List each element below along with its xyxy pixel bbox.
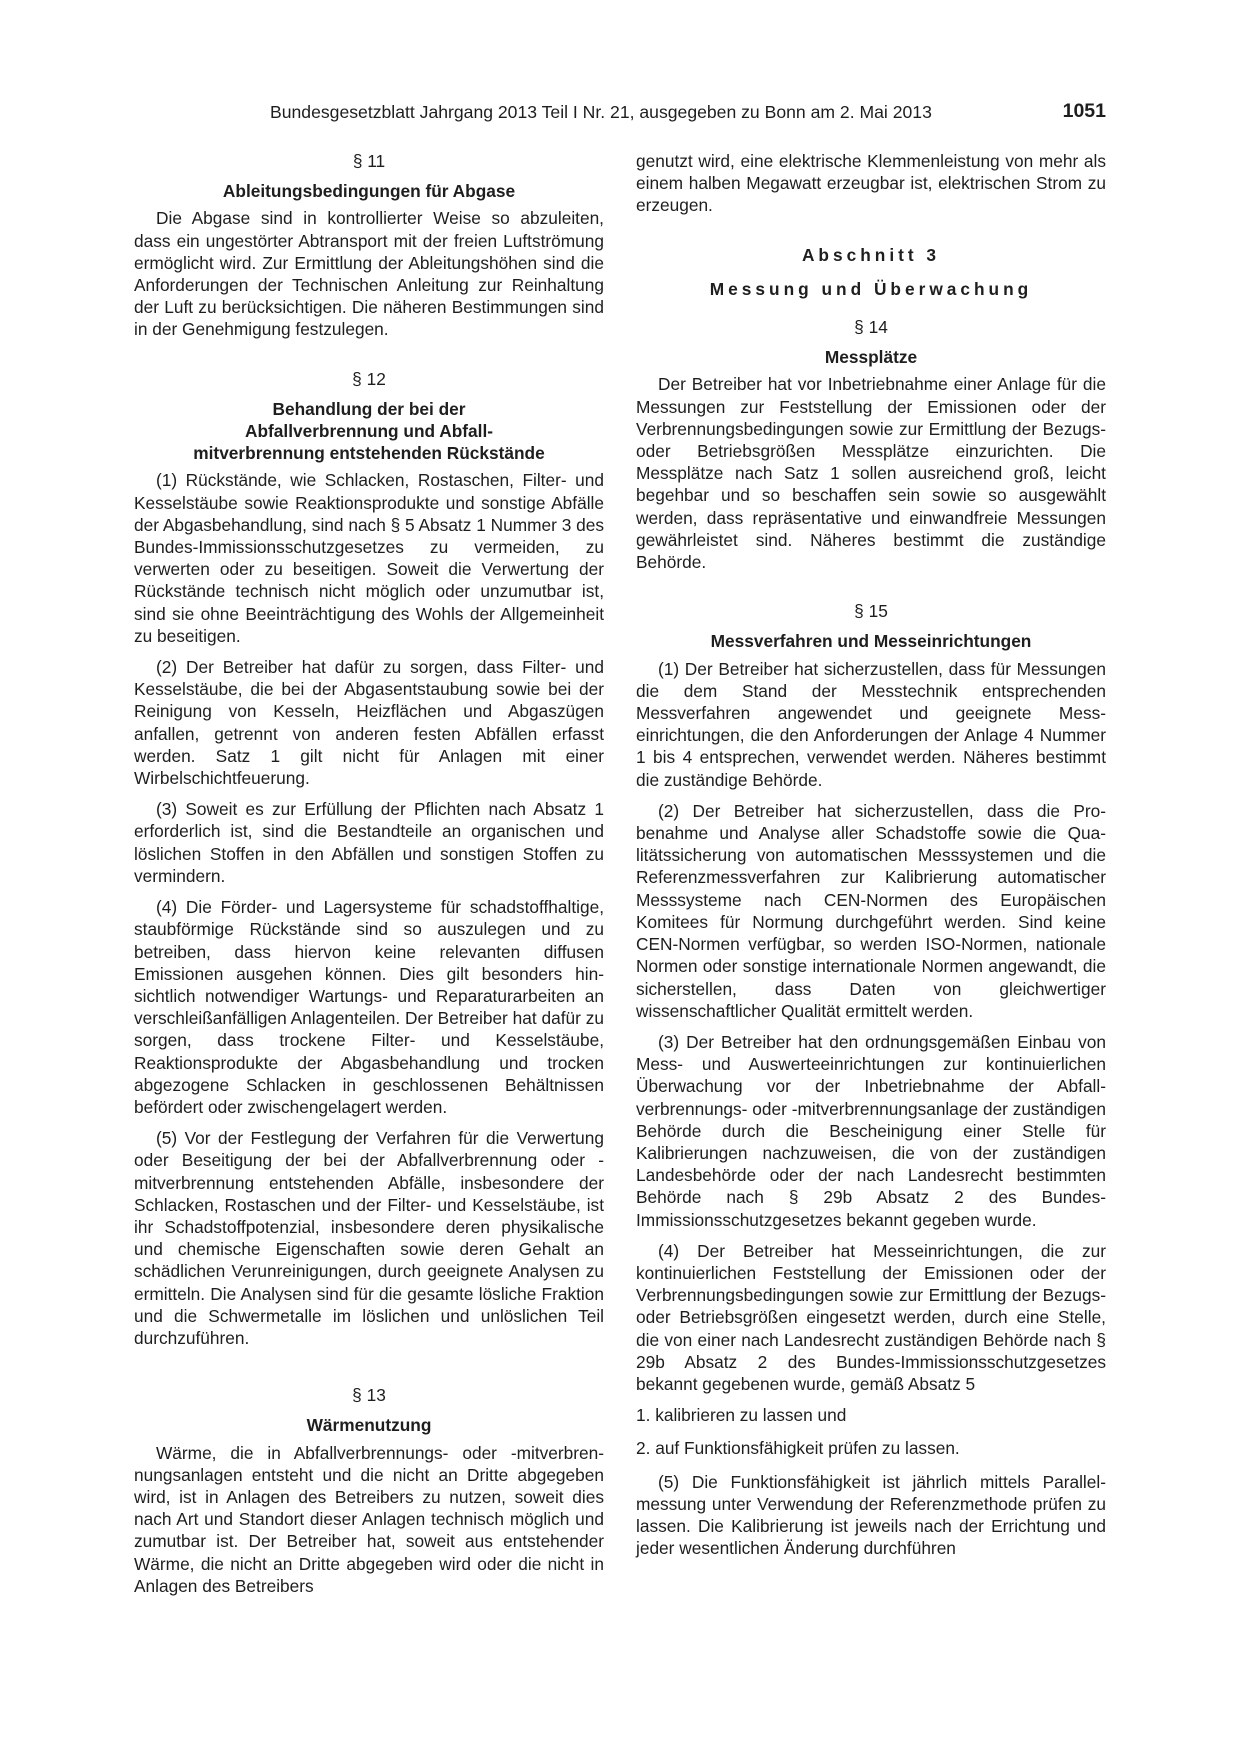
section-12-paragraph-1: (1) Rückstände, wie Schlacken, Rostaschen, Filter- und Kesselstäube sowie Reaktionsprodukte und sonstige Abfälle der Abgasbehandlung, sind nach § 5 Absatz 1 Nummer 3 des Bundes-Immissionsschutzgesetzes zu vermeiden, zu verwerten oder zu beseitigen. Soweit die Verwertung der Rückstände technisch nicht möglich oder unzumutbar ist, sind sie ohne Beeinträchtigung des Wohls der Allgemeinheit zu beseitigen. bbox=[134, 470, 604, 646]
chapter-label: Abschnitt 3 bbox=[801, 244, 941, 265]
section-12-number: § 12 bbox=[352, 368, 386, 389]
section-13-title: Wärmenutzung bbox=[306, 1415, 432, 1436]
section-12-title-line2: Abfallverbrennung und Abfall- bbox=[244, 421, 493, 442]
section-13-number: § 13 bbox=[352, 1385, 386, 1406]
section-12-title-line1: Behandlung der bei der bbox=[272, 398, 466, 419]
section-12-paragraph-5: (5) Vor der Festlegung der Verfahren für die Verwertung oder Beseitigung der bei der Abfallverbrennung oder -mitverbrennung entstehenden Abfälle, insbesondere der Schlacken, Rostaschen und der Filter- und Kesselstäube, ist ihr Schadstoffpotenzial, insbesondere deren physikalische und chemische Eigenschaften sowie deren Gehalt an schädlichen Verunreinigungen, durch geeignete Analysen zu ermitteln. Die Analysen sind für die gesamte lösliche Fraktion und die Schwermetalle im löslichen und unlöslichen Teil durchzuführen. bbox=[134, 1128, 604, 1348]
section-12-title-line3: mitverbrennung entstehenden Rückstände bbox=[193, 443, 545, 464]
section-11-title: Ableitungsbedingungen für Abgase bbox=[222, 181, 516, 202]
section-15-paragraph-1: (1) Der Betreiber hat sicherzustellen, dass für Messungen die dem Stand der Messtechnik entsprechenden Messverfahren angewendet und geeignete Messeinrichtungen, die den Anforderungen der Anlage 4 Nummer 1 bis 4 entsprechen, verwendet werden. Näheres bestimmt die zuständige Behörde. bbox=[636, 658, 1106, 790]
section-13-paragraph: Wärme, die in Abfallverbrennungs- oder -mitverbrennungsanlagen entsteht und die nicht an Dritte abgegeben wird, ist in Anlagen des Betreibers zu nutzen, soweit dies nach Art und Standort dieser Anlagen technisch möglich und zumutbar ist. Der Betreiber hat, soweit aus entstehender Wärme, die nicht an Dritte abgegeben wird oder die nicht in Anlagen des Betreibers bbox=[134, 1442, 604, 1596]
section-15-paragraph-4: (4) Der Betreiber hat Messeinrichtungen, die zur kontinuierlichen Feststellung der Emissionen oder der Verbrennungsbedingungen sowie zur Ermittlung der Bezugs- oder Betriebsgrößen eingesetzt werden, durch eine Stelle, die von einer nach Landesrecht zuständigen Behörde nach § 29b Absatz 2 des Bundes-Immissionsschutzgesetzes bekannt gegebenen wurde, gemäß Absatz 5 bbox=[636, 1240, 1106, 1394]
right-column bbox=[636, 150, 1106, 1568]
running-header bbox=[135, 98, 1106, 128]
section-15-paragraph-3: (3) Der Betreiber hat den ordnungsgemäßen Einbau von Mess- und Auswerteeinrichtungen zur kontinuierlichen Überwachung vor der Inbetriebnahme der Abfallverbrennungs- oder -mitverbrennungsanlage der zuständigen Behörde durch die Bescheinigung einer Stelle für Kalibrierungen nachzuweisen, die von der zuständigen Landesbehörde oder der nach Landesrecht bestimmten Behörde nach § 29b Absatz 2 des Bundes-Immissionsschutzgesetzes bekannt gegeben wurde. bbox=[636, 1031, 1106, 1230]
section-11-paragraph: Die Abgase sind in kontrollierter Weise so abzuleiten, dass ein ungestörter Abtransport mit der freien Luftströmung ermöglicht wird. Zur Ermittlung der Ableitungshöhen sind die Anforderungen der Technischen Anleitung zur Reinhaltung der Luft zu berücksichtigen. Die näheren Bestimmungen sind in der Genehmigung festzulegen. bbox=[134, 208, 604, 340]
section-15-title: Messverfahren und Messeinrichtungen bbox=[710, 631, 1032, 652]
section-15-paragraph-5: (5) Die Funktionsfähigkeit ist jährlich mittels Parallelmessung unter Verwendung der Referenzmethode prüfen zu lassen. Die Kalibrierung ist jeweils nach der Errichtung und jeder wesentlichen Änderung durchführen bbox=[636, 1471, 1106, 1559]
section-14-number: § 14 bbox=[854, 317, 888, 338]
list-item-1: 1. kalibrieren zu lassen und bbox=[636, 1405, 847, 1426]
section-14-paragraph: Der Betreiber hat vor Inbetriebnahme einer Anlage für die Messungen zur Feststellung der Emissionen oder der Verbrennungsbedingungen sowie zur Ermittlung der Bezugs- oder Betriebsgrößen Messplätze einzurichten. Die Messplätze nach Satz 1 sollen ausreichend groß, leicht begehbar und so beschaffen sein sowie so ausgewählt werden, dass repräsentative und einwandfreie Messungen gewährleistet sind. Näheres bestimmt die zuständige Behörde. bbox=[636, 374, 1106, 573]
chapter-title: Messung und Überwachung bbox=[709, 278, 1033, 299]
continued-paragraph: genutzt wird, eine elektrische Klemmenleistung von mehr als einem halben Megawatt erzeugbar ist, elektrischen Strom zu erzeugen. bbox=[636, 151, 1106, 216]
section-11-number: § 11 bbox=[352, 151, 386, 171]
list-item-2: 2. auf Funktionsfähigkeit prüfen zu lassen. bbox=[636, 1438, 960, 1459]
section-12-paragraph-3: (3) Soweit es zur Erfüllung der Pflichten nach Absatz 1 erforderlich ist, sind die Bestandteile an organischen und löslichen Stoffen in den Abfällen und sonstigen Stoffen zu vermindern. bbox=[134, 799, 604, 886]
running-title: Bundesgesetzblatt Jahrgang 2013 Teil I Nr. 21, ausgegeben zu Bonn am 2. Mai 2013 bbox=[270, 102, 932, 122]
section-14-title: Messplätze bbox=[824, 347, 918, 368]
section-15-paragraph-2: (2) Der Betreiber hat sicherzustellen, dass die Probenahme und Analyse aller Schadstoffe sowie die Qualitätssicherung von automatischen Messsystemen und die Referenzmessverfahren zur Kalibrierung automatischer Messsysteme nach CEN-Normen des Europäischen Komitees für Normung durchgeführt werden. Sind keine CEN-Normen verfügbar, so werden ISO-Normen, nationale Normen oder sonstige internationale Normen angewandt, die sicherstellen, dass Daten von gleichwertiger wissenschaftlicher Qualität ermittelt werden. bbox=[636, 800, 1106, 1021]
page-number: 1051 bbox=[1062, 100, 1106, 122]
section-15-number: § 15 bbox=[854, 601, 888, 622]
section-12-paragraph-2: (2) Der Betreiber hat dafür zu sorgen, dass Filter- und Kesselstäube, die bei der Abgasentstaubung sowie bei der Reinigung von Kesseln, Heizflächen und Abgaszügen anfallen, getrennt von anderen festen Abfällen erfasst werden. Satz 1 gilt nicht für Anlagen mit einer Wirbelschichtfeuerung. bbox=[134, 657, 604, 789]
section-12-paragraph-4: (4) Die Förder- und Lagersysteme für schadstoffhaltige, staubförmige Rückstände sind so auszulegen und zu betreiben, dass hiervon keine relevanten diffusen Emissionen ausgehen können. Dies gilt besonders hinsichtlich notwendiger Wartungs- und Reparaturarbeiten an verschleißanfälligen Anlagenteilen. Der Betreiber hat dafür zu sorgen, dass trockene Filter- und Kesselstäube, Reaktionsprodukte der Abgasbehandlung und trocken abgezogene Schlacken in geschlossenen Behältnissen befördert oder zwischengelagert werden. bbox=[134, 897, 604, 1117]
left-column bbox=[134, 150, 604, 1606]
